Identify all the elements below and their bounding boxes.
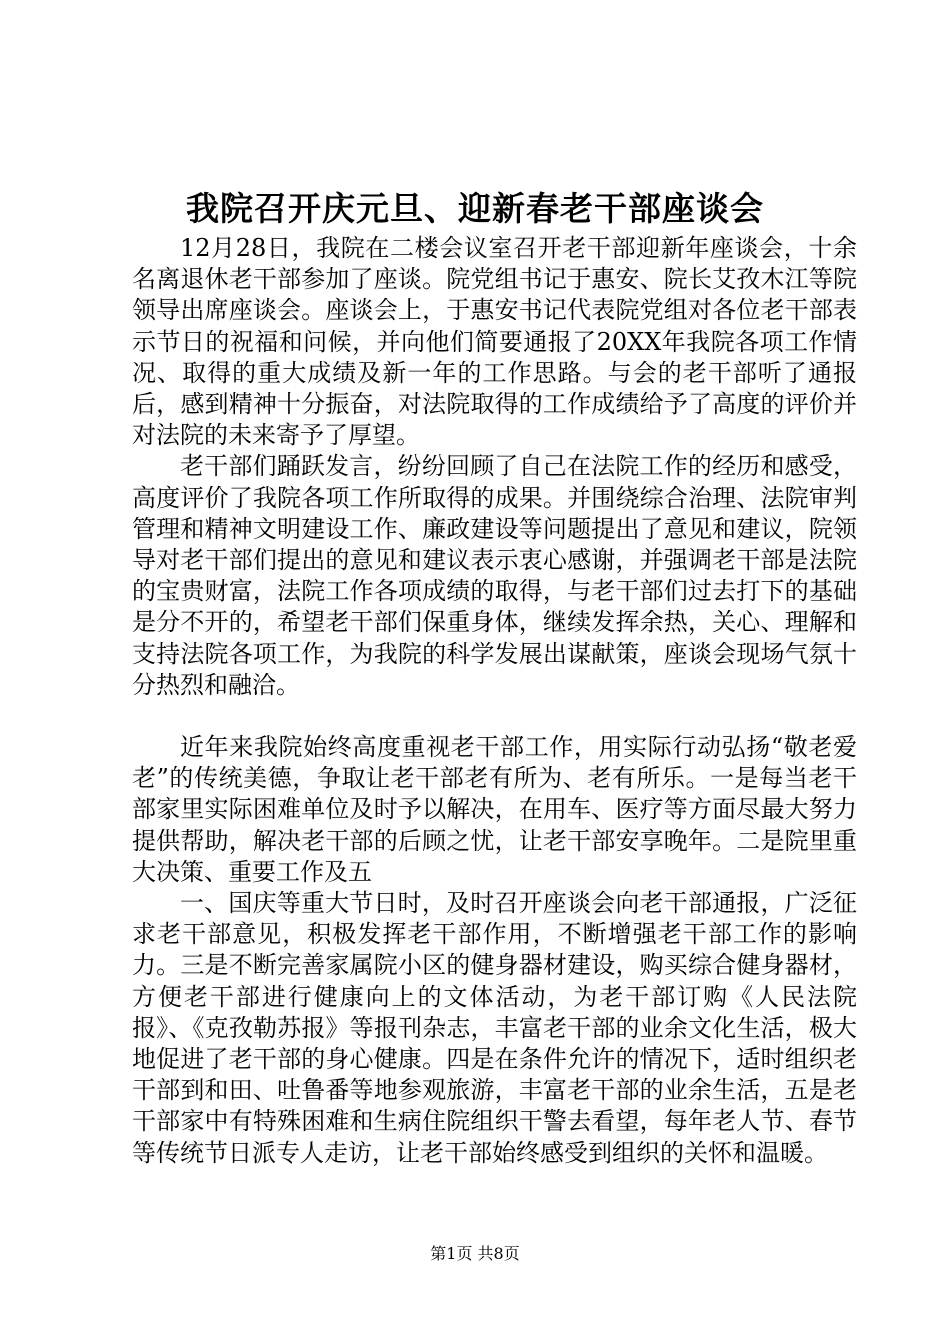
document-body: [132, 233, 857, 1169]
document-title: 我院召开庆元旦、迎新春老干部座谈会: [186, 189, 764, 228]
paragraph: 一、国庆等重大节日时，及时召开座谈会向老干部通报，广泛征求老干部意见，积极发挥老干部作用，不断增强老干部工作的影响力。三是不断完善家属院小区的健身器材建设，购买综合健身器材，方便老干部进行健康向上的文体活动，为老干部订购《人民法院报》、《克孜勒苏报》等报刊杂志，丰富老干部的业余文化生活，极大地促进了老干部的身心健康。四是在条件允许的情况下，适时组织老干部到和田、吐鲁番等地参观旅游，丰富老干部的业余生活，五是老干部家中有特殊困难和生病住院组织干警去看望，每年老人节、春节等传统节日派专人走访，让老干部始终感受到组织的关怀和温暖。: [132, 889, 857, 1167]
paragraph: 12月28日，我院在二楼会议室召开老干部迎新年座谈会，十余名离退休老干部参加了座谈。院党组书记于惠安、院长艾孜木江等院领导出席座谈会。座谈会上，于惠安书记代表院党组对各位老干部表示节日的祝福和问候，并向他们简要通报了20XX年我院各项工作情况、取得的重大成绩及新一年的工作思路。与会的老干部听了通报后，感到精神十分振奋，对法院取得的工作成绩给予了高度的评价并对法院的未来寄予了厚望。: [132, 234, 857, 450]
paragraph: 近年来我院始终高度重视老干部工作，用实际行动弘扬“敬老爱老”的传统美德，争取让老干部老有所为、老有所乐。一是每当老干部家里实际困难单位及时予以解决，在用车、医疗等方面尽最大努力提供帮助，解决老干部的后顾之忧，让老干部安享晚年。二是院里重大决策、重要工作及五: [132, 733, 857, 886]
page-number-footer: 第1页 共8页: [430, 1244, 520, 1263]
paragraph: 老干部们踊跃发言，纷纷回顾了自己在法院工作的经历和感受，高度评价了我院各项工作所取得的成果。并围绕综合治理、法院审判管理和精神文明建设工作、廉政建设等问题提出了意见和建议，院领导对老干部们提出的意见和建议表示衷心感谢，并强调老干部是法院的宝贵财富，法院工作各项成绩的取得，与老干部们过去打下的基础是分不开的，希望老干部们保重身体，继续发挥余热，关心、理解和支持法院各项工作，为我院的科学发展出谋献策，座谈会现场气氛十分热烈和融洽。: [132, 452, 857, 699]
